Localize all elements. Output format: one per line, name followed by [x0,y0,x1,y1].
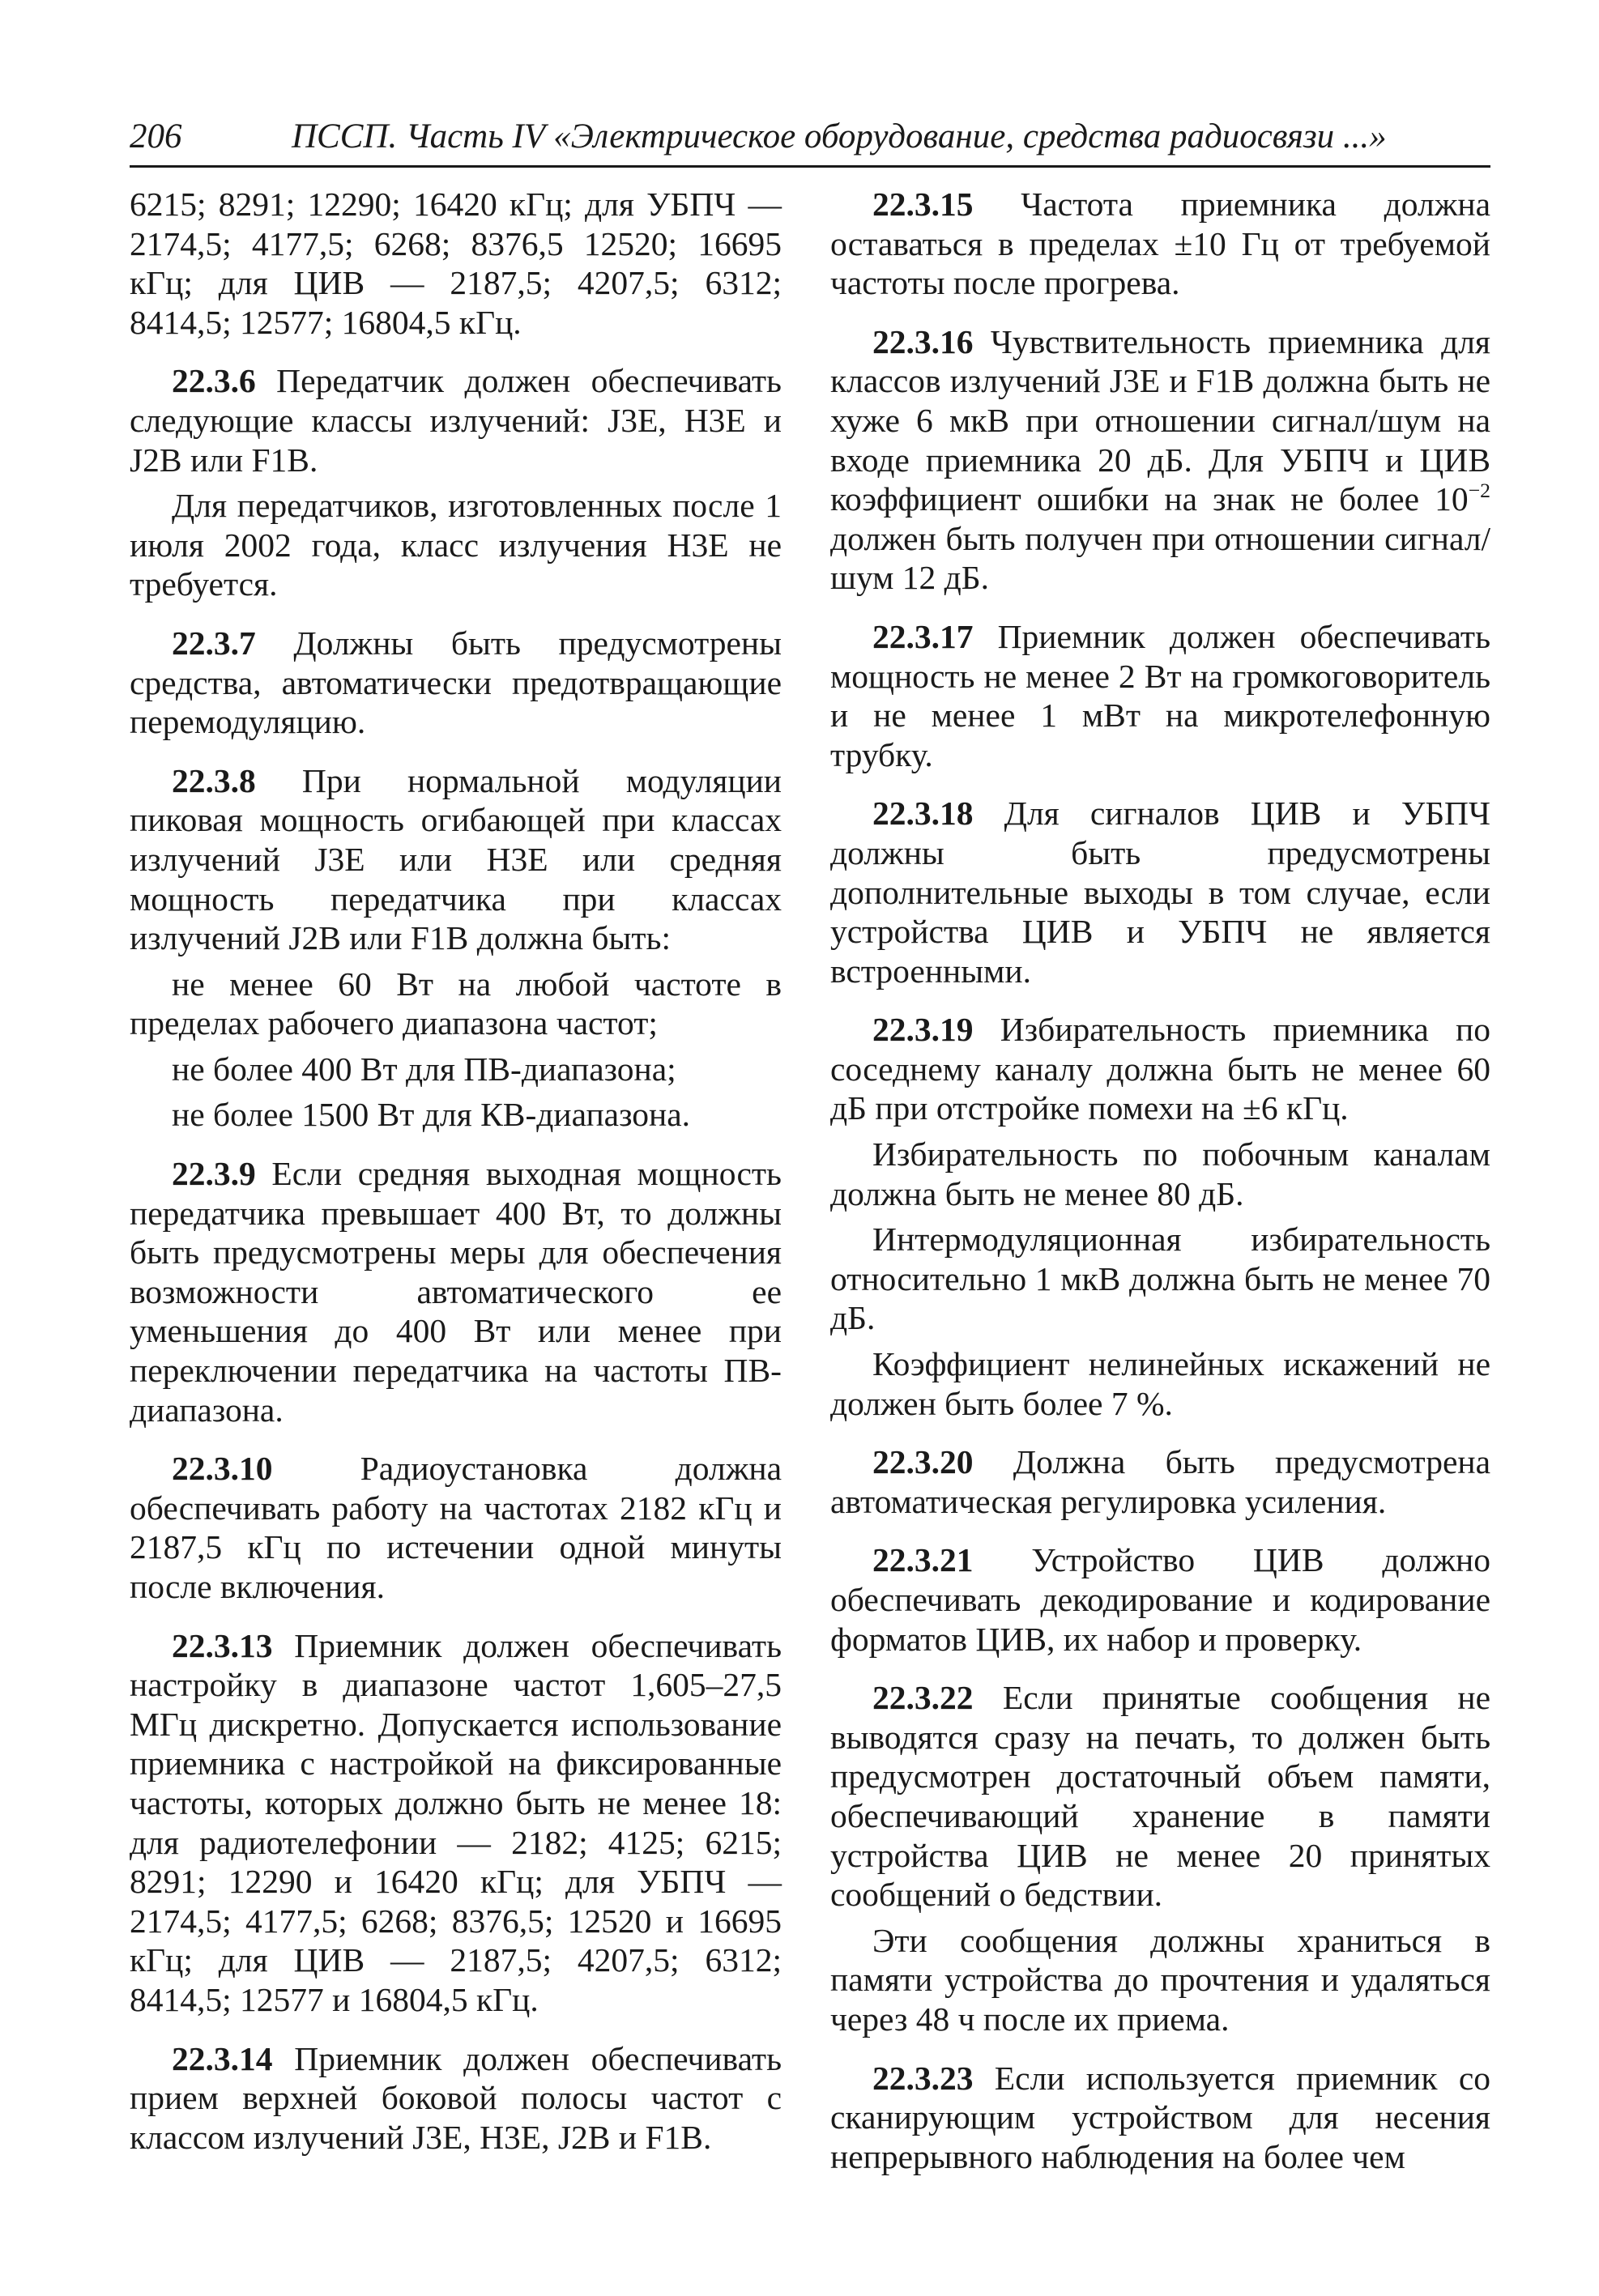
clause-22-3-23 [830,2059,1490,2177]
paragraph-text: Интермодуляционная избирательность относительно 1 мкВ должна быть не менее 70 дБ. [830,1220,1490,1337]
paragraph-text: 6215; 8291; 12290; 16420 кГц; для УБПЧ — 2174,5; 4177,5; 6268; 8376,5 12520; 16695 кГц; для ЦИВ — 2187,5; 4207,5; 6312; 8414,5; 12577; 16804,5 кГц. [130,185,782,341]
clause-text: Приемник должен обеспечивать прием верхней боковой полосы частот с классом излучений J3E, H3E, J2B и F1B. [130,2039,782,2156]
list-item [130,965,782,1043]
clause-text: Чувствительность приемника для классов излучений J3E и F1B должна быть не хуже 6 мкВ при отношении сигнал/шум на входе приемника 20 дБ. Для УБПЧ и ЦИВ коэффициент ошибки на знак не более 10 [830,322,1490,518]
clause-text: Приемник должен обеспечивать мощность не менее 2 Вт на громкоговоритель и не менее 1 мВт на микротелефонную трубку. [830,617,1490,773]
exponent: −2 [1468,479,1490,503]
paragraph-text: Избирательность по побочным каналам должна быть не менее 80 дБ. [830,1135,1490,1212]
clause-text: Избирательность приемника по соседнему каналу должна быть не менее 60 дБ при отстройке помехи на ±6 кГц. [830,1011,1490,1127]
clause-number: 22.3.17 [872,617,974,655]
paragraph [830,1344,1490,1423]
clause-number: 22.3.16 [872,322,974,360]
running-header [130,113,1490,168]
clause-22-3-15 [830,185,1490,303]
clause-number: 22.3.13 [172,1626,273,1664]
clause-22-3-10 [130,1449,782,1606]
clause-22-3-19 [830,1010,1490,1128]
clause-number: 22.3.22 [872,1679,974,1717]
clause-text: Для сигналов ЦИВ и УБПЧ должны быть предусмотрены дополнительные выходы в том случае, если устройства ЦИВ и УБПЧ не является встроенными. [830,794,1490,990]
clause-text: Должны быть предусмотрены средства, автоматически предотвращающие перемодуляцию. [130,624,782,741]
paragraph-text: Для передатчиков, изготовленных после 1 июля 2002 года, класс излучения H3E не требуется. [130,487,782,603]
list-item-text: не менее 60 Вт на любой частоте в пределах рабочего диапазона частот; [130,965,782,1042]
clause-number: 22.3.14 [172,2039,273,2077]
paragraph-text: Коэффициент нелинейных искажений не должен быть более 7 %. [830,1345,1490,1422]
clause-22-3-6 [130,361,782,479]
clause-22-3-7 [130,624,782,742]
clause-number: 22.3.21 [872,1541,974,1579]
clause-number: 22.3.15 [872,185,974,223]
clause-text-continued: должен быть получен при отношении сигнал/шум 12 дБ. [830,519,1490,597]
clause-number: 22.3.8 [172,761,256,799]
clause-text: Приемник должен обеспечивать настройку в диапазоне частот 1,605–27,5 МГц дискретно. Допускается использование приемника с настройкой на фиксированные частоты, которых должно быть не менее 18: для радиотелефонии — 2182; 4125; 6215; 8291; 12290 и 16420 кГц; для УБПЧ — 2174,5; 4177,5; 6268; 8376,5; 12520 и 16695 кГц; для ЦИВ — 2187,5; 4207,5; 6312; 8414,5; 12577 и 16804,5 кГц. [130,1626,782,2018]
clause-number: 22.3.10 [172,1450,273,1488]
paragraph [830,1135,1490,1213]
clause-22-3-17 [830,617,1490,774]
running-title: ПССП. Часть IV «Электрическое оборудование, средства радиосвязи ...» [292,117,1387,155]
list-item [130,1050,782,1089]
clause-22-3-16 [830,322,1490,598]
clause-22-3-21 [830,1540,1490,1659]
paragraph [130,486,782,604]
clause-number: 22.3.6 [172,362,256,400]
clause-text: Передатчик должен обеспечивать следующие классы излучений: J3E, H3E и J2B или F1B. [130,362,782,479]
clause-22-3-22 [830,1678,1490,1915]
clause-number: 22.3.23 [872,2059,974,2097]
paragraph [830,1921,1490,2039]
clause-22-3-14 [130,2039,782,2158]
clause-text: Должна быть предусмотрена автоматическая регулировка усиления. [830,1443,1490,1520]
clause-text: Устройство ЦИВ должно обеспечивать декодирование и кодирование форматов ЦИВ, их набор и проверку. [830,1541,1490,1658]
left-column [130,185,782,2163]
clause-number: 22.3.19 [872,1011,974,1049]
clause-text: Радиоустановка должна обеспечивать работу на частотах 2182 кГц и 2187,5 кГц по истечении одной минуты после включения. [130,1450,782,1605]
clause-text: Если средняя выходная мощность передатчика превышает 400 Вт, то должны быть предусмотрены меры для обеспечения возможности автоматического ее уменьшения до 400 Вт или менее при переключении передатчика на частоты ПВ-диапазона. [130,1155,782,1429]
clause-22-3-9 [130,1154,782,1429]
list-item [130,1095,782,1135]
paragraph-text: Эти сообщения должны храниться в памяти устройства до прочтения и удаляться через 48 ч после их приема. [830,1921,1490,2038]
paragraph [830,1220,1490,1338]
clause-text: Если используется приемник со сканирующим устройством для несения непрерывного наблюдения на более чем [830,2059,1490,2175]
right-column [830,185,1490,2183]
list-item-text: не более 1500 Вт для КВ-диапазона. [172,1096,691,1134]
clause-text: Если принятые сообщения не выводятся сразу на печать, то должен быть предусмотрен достаточный объем памяти, обеспечивающий хранение в памяти устройства ЦИВ не менее 20 принятых сообщений о бедствии. [830,1679,1490,1914]
page-number: 206 [130,117,182,155]
clause-text: При нормальной модуляции пиковая мощность огибающей при классах излучений J3E или H3E или средняя мощность передатчика при классах излучений J2B или F1B должна быть: [130,761,782,957]
clause-22-3-18 [830,794,1490,990]
paragraph [130,185,782,342]
clause-22-3-13 [130,1626,782,2020]
clause-22-3-8 [130,761,782,958]
clause-number: 22.3.9 [172,1155,256,1193]
clause-22-3-20 [830,1442,1490,1521]
clause-number: 22.3.18 [872,794,974,833]
clause-number: 22.3.20 [872,1443,974,1481]
list-item-text: не более 400 Вт для ПВ-диапазона; [172,1050,676,1088]
clause-number: 22.3.7 [172,624,256,662]
clause-text: Частота приемника должна оставаться в пределах ±10 Гц от требуемой частоты после прогрева. [830,185,1490,302]
